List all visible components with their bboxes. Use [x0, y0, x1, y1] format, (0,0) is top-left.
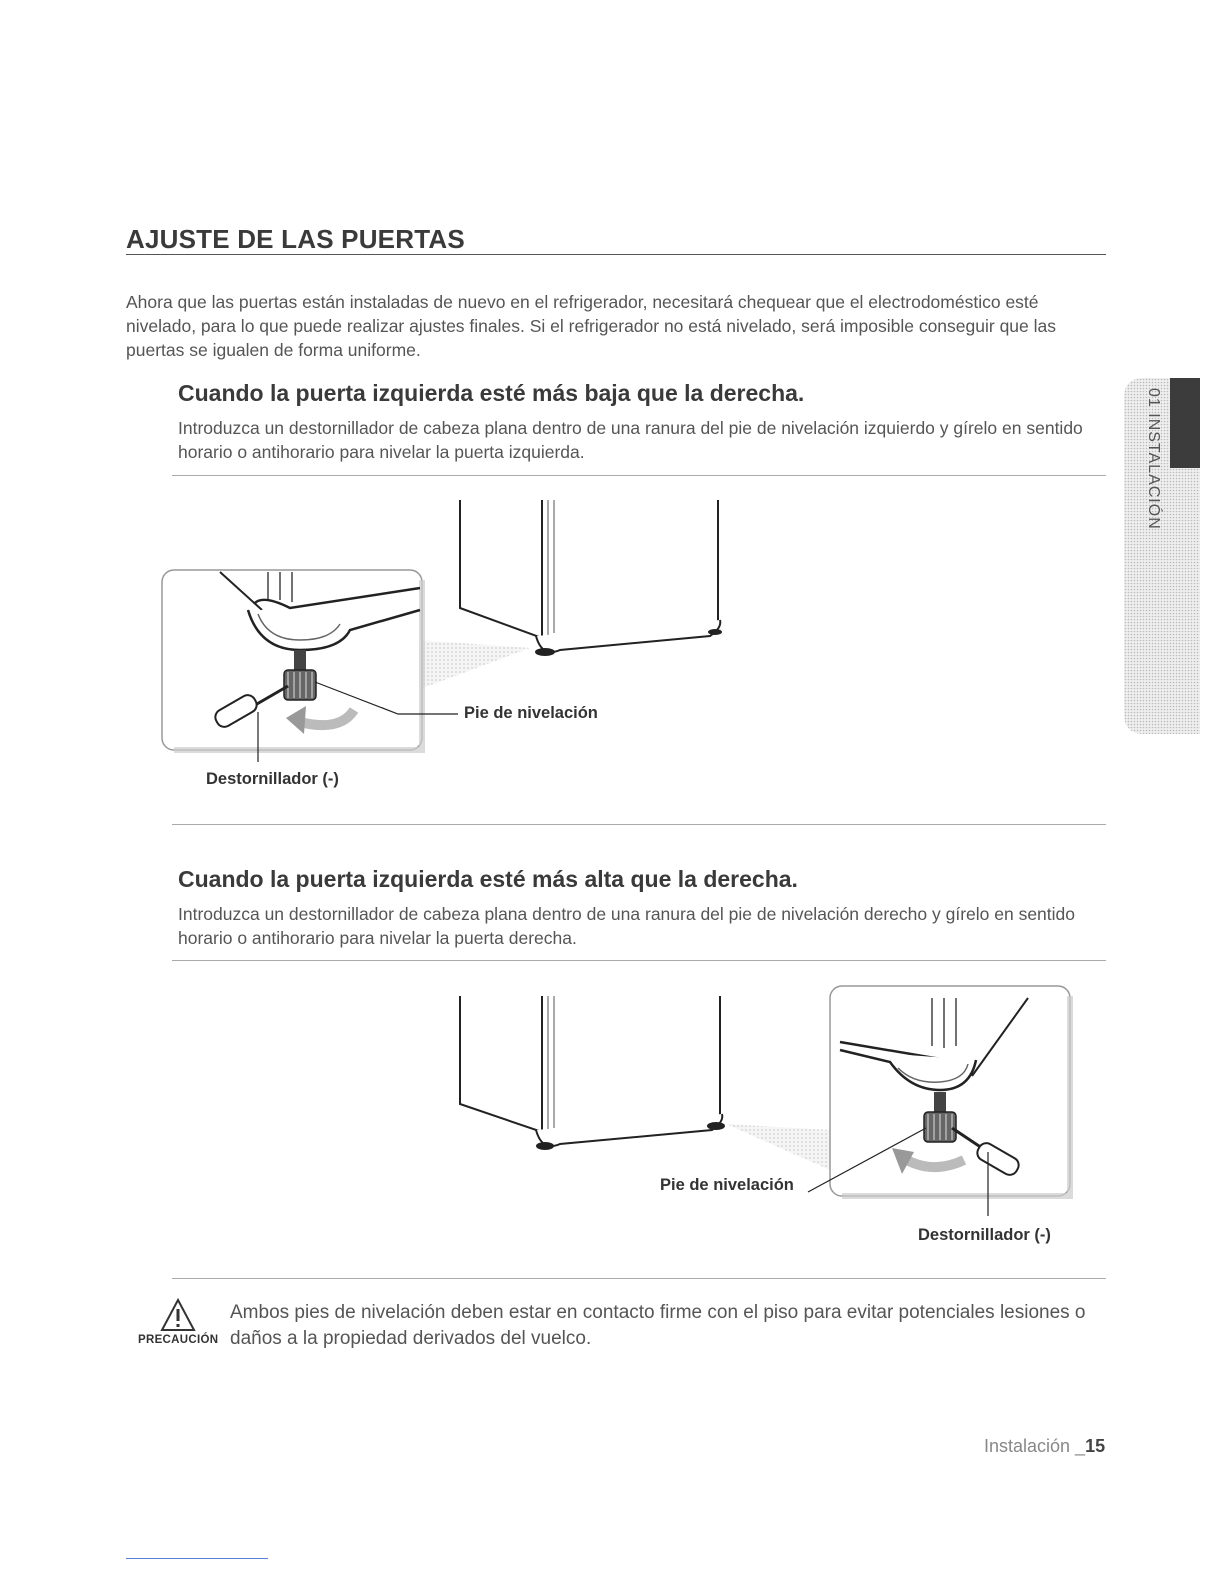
section-2-heading: Cuando la puerta izquierda esté más alta que la derecha. [178, 866, 798, 892]
section-1-rule-bottom [172, 824, 1106, 825]
section-2-rule-top [172, 960, 1106, 961]
side-tab-active-marker [1170, 378, 1200, 468]
page-number: 15 [1085, 1436, 1106, 1456]
section-1-driver-label: Destornillador (-) [206, 770, 339, 788]
title-rule [126, 254, 1106, 255]
page-title: AJUSTE DE LAS PUERTAS [126, 224, 465, 254]
section-1-heading: Cuando la puerta izquierda esté más baja que la derecha. [178, 380, 805, 406]
section-1-foot-label: Pie de nivelación [464, 704, 598, 722]
warning-triangle-icon [160, 1298, 196, 1332]
figure-right-leveling [440, 980, 1090, 1240]
section-1-body: Introduzca un destornillador de cabeza plana dentro de una ranura del pie de nivelación izquierdo y gírelo en sentido horario o antihorario para nivelar la puerta izquierda. [178, 418, 1083, 462]
section-2-driver-label: Destornillador (-) [918, 1226, 1051, 1244]
footer-section: Instalación _ [984, 1436, 1086, 1456]
section-2-foot-label: Pie de nivelación [660, 1176, 794, 1194]
figure-left-leveling [150, 490, 750, 770]
section-2-body: Introduzca un destornillador de cabeza plana dentro de una ranura del pie de nivelación derecho y gírelo en sentido horario o antihorario para nivelar la puerta derecha. [178, 904, 1076, 948]
section-1-rule-top [172, 475, 1106, 476]
section-2-rule-bottom [172, 1278, 1106, 1279]
bottom-rule [126, 1558, 268, 1559]
caution-text: Ambos pies de nivelación deben estar en contacto firme con el piso para evitar potenciales lesiones o daños a la propiedad derivados del vuelco. [230, 1302, 1086, 1349]
caution-label: PRECAUCIÓN [138, 1334, 219, 1346]
page-footer [984, 1436, 1105, 1457]
side-tab-label: 01 INSTALACIÓN [1145, 388, 1162, 530]
intro-paragraph: Ahora que las puertas están instaladas de nuevo en el refrigerador, necesitará chequear que el electrodoméstico esté nivelado, para lo que puede realizar ajustes finales. Si el refrigerador no está nivelado, será imposible conseguir que las puertas se igualen de forma uniforme. [126, 292, 1056, 360]
